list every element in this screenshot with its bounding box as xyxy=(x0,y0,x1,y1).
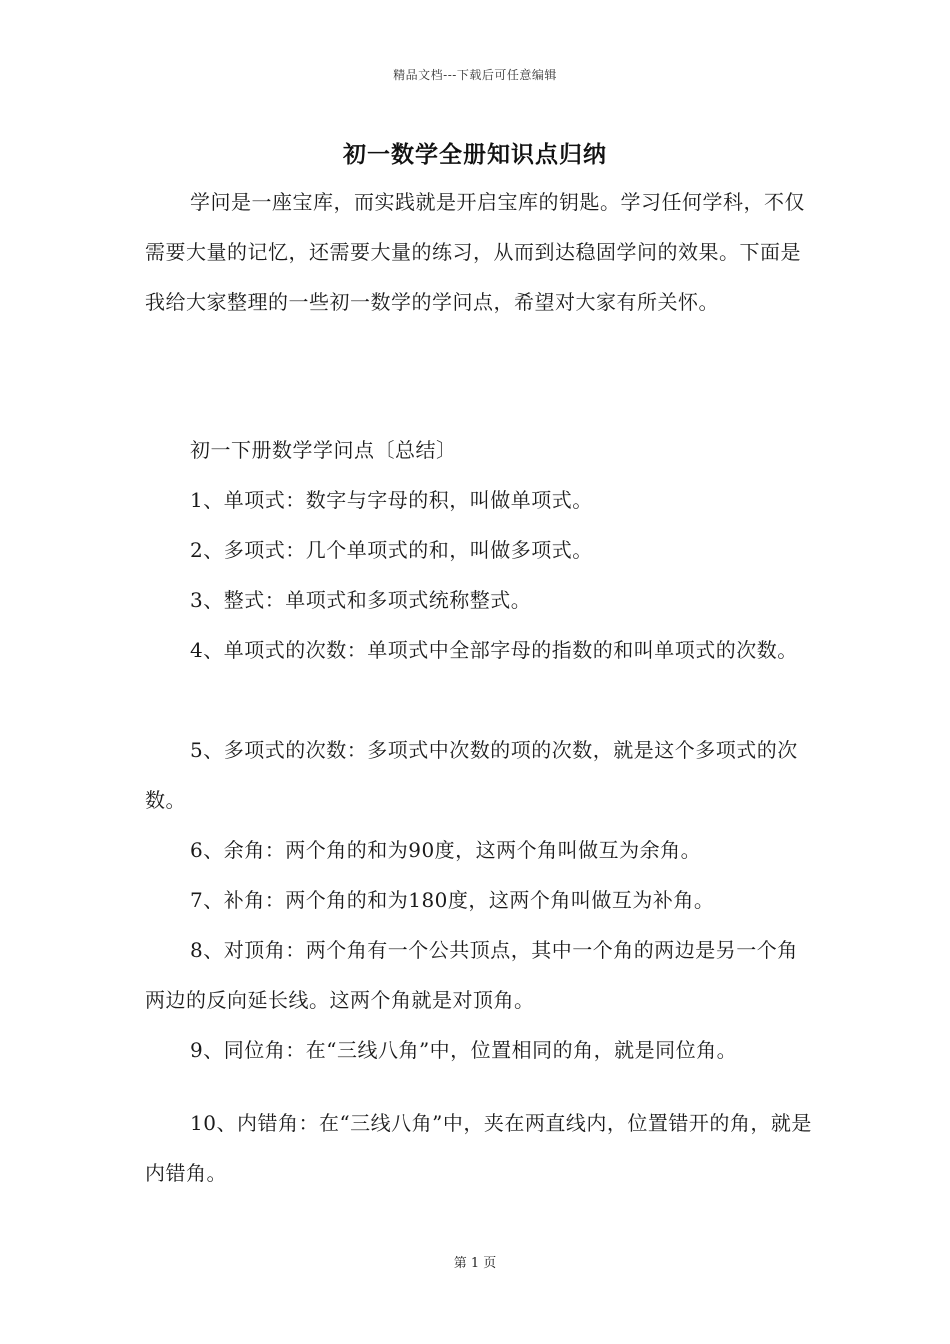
header-note: 精品文档---下载后可任意编辑 xyxy=(393,68,557,82)
section-heading: 初一下册数学学问点〔总结〕 xyxy=(190,438,457,462)
list-item-2: 2、多项式：几个单项式的和，叫做多项式。 xyxy=(190,538,593,562)
list-item-4: 4、单项式的次数：单项式中全部字母的指数的和叫单项式的次数。 xyxy=(190,638,798,662)
list-item-5: 5、多项式的次数：多项式中次数的项的次数，就是这个多项式的次数。 xyxy=(145,738,798,812)
list-item-10: 10、内错角：在“三线八角”中，夹在两直线内，位置错开的角，就是内错角。 xyxy=(145,1111,812,1185)
document-title: 初一数学全册知识点归纳 xyxy=(343,141,607,168)
list-item-6: 6、余角：两个角的和为90度，这两个角叫做互为余角。 xyxy=(190,838,702,862)
list-item-7: 7、补角：两个角的和为180度，这两个角叫做互为补角。 xyxy=(190,888,715,912)
intro-paragraph: 学问是一座宝库，而实践就是开启宝库的钥匙。学习任何学科，不仅需要大量的记忆，还需要大量的练习，从而到达稳固学问的效果。下面是我给大家整理的一些初一数学的学问点，希望对大家有所关怀。 xyxy=(145,190,805,314)
list-item-1: 1、单项式：数字与字母的积，叫做单项式。 xyxy=(190,488,593,512)
list-item-8: 8、对顶角：两个角有一个公共顶点，其中一个角的两边是另一个角两边的反向延长线。这两个角就是对顶角。 xyxy=(145,938,798,1012)
list-item-9: 9、同位角：在“三线八角”中，位置相同的角，就是同位角。 xyxy=(190,1038,738,1062)
list-item-3: 3、整式：单项式和多项式统称整式。 xyxy=(190,588,532,612)
page-number: 第 1 页 xyxy=(453,1256,497,1271)
